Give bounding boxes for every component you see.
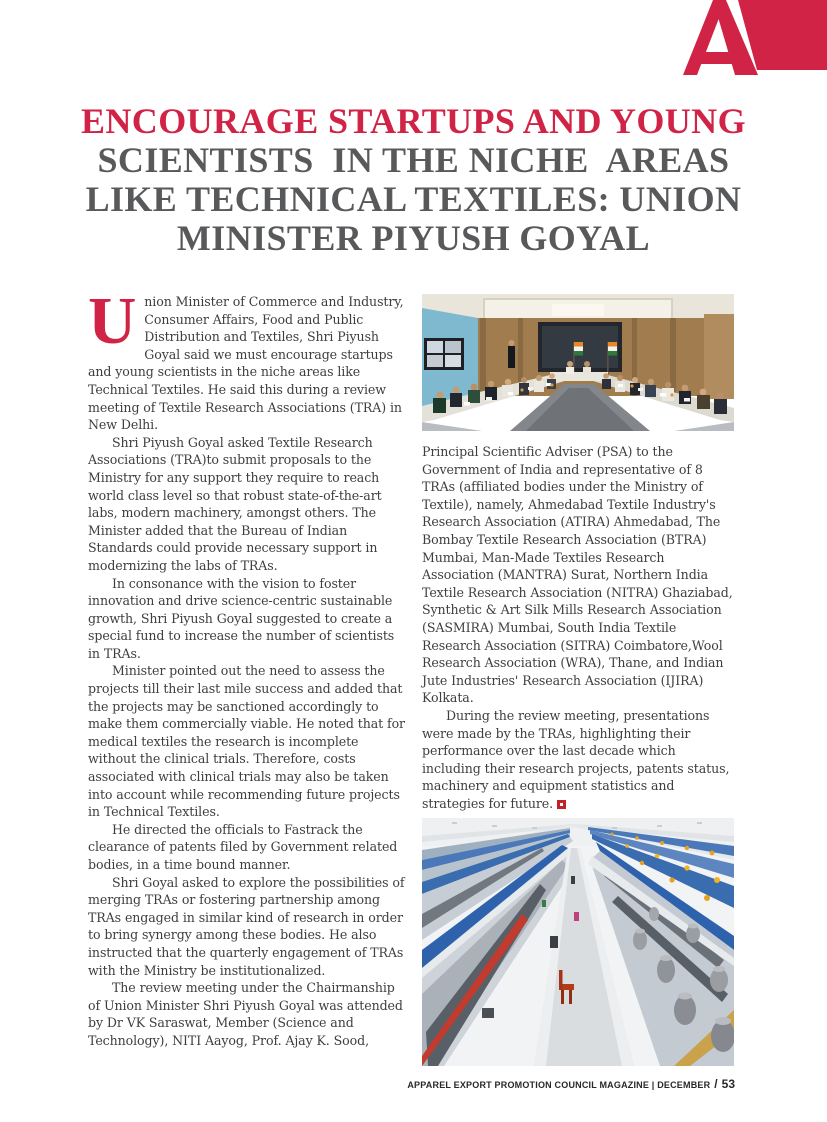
page-number: 53 (721, 1077, 735, 1091)
headline-line: ENCOURAGE STARTUPS AND YOUNG (80, 101, 746, 141)
body-paragraph: Principal Scientific Adviser (PSA) to the Government of India and representative of 8 TRAs (affiliated bodies under the Ministry of Textile), namely, Ahmedabad Textile Industry's Research Association (ATIRA) Ahmedabad, The Bombay Textile Research Association (BTRA) Mumbai, Man-Made Textiles Research Association (MANTRA) Surat, Northern India Textile Research Association (NITRA) Ghaziabad, Synthetic & Art Silk Mills Research Association (SASMIRA) Mumbai, South India Textile Research Association (SITRA) Coimbatore,Wool Research Association (WRA), Thane, and Indian Jute Industries' Research Association (IJIRA) Kolkata. (422, 444, 733, 706)
headline-line: MINISTER PIYUSH GOYAL (176, 218, 651, 258)
article-left-column (88, 284, 406, 1050)
article-right-column (422, 294, 735, 1066)
body-paragraph: The review meeting under the Chairmanship of Union Minister Shri Piyush Goyal was attended by Dr VK Saraswat, Member (Science and Technology), NITI Aayog, Prof. Ajay K. Sood, (88, 980, 403, 1048)
body-paragraph (88, 284, 406, 434)
article-end-icon (557, 800, 566, 809)
textile-factory-photo (422, 818, 734, 1066)
headline-line: SCIENTISTS IN THE NICHE AREAS (97, 140, 730, 180)
footer-separator: / (714, 1077, 718, 1091)
page-footer (407, 1077, 735, 1091)
drop-cap: U (88, 284, 137, 358)
review-meeting-photo (422, 294, 734, 431)
letter-a-logo-graphic (680, 0, 827, 76)
aepc-letter-a-logo (680, 0, 827, 76)
body-paragraph: Shri Goyal asked to explore the possibilities of merging TRAs or fostering partnership among TRAs engaged in similar kind of research in order to bring synergy among these bodies. He also instructed that the quarterly engagement of TRAs with the Ministry be institutionalized. (88, 874, 405, 978)
body-paragraph (422, 707, 735, 813)
paragraph-text: During the review meeting, presentations were made by the TRAs, highlighting their performance over the last decade which including their research projects, patents status, machinery and equipment statistics and strategies for future. (422, 707, 730, 811)
body-paragraph: Shri Piyush Goyal asked Textile Research Associations (TRA)to submit proposals to the Ministry for any support they require to reach world class level so that robust state-of-the-art labs, modern machinery, amongst others. The Minister added that the Bureau of Indian Standards could provide necessary support in modernizing the labs of TRAs. (88, 434, 382, 573)
body-paragraph: In consonance with the vision to foster innovation and drive science-centric sustainable growth, Shri Piyush Goyal suggested to create a special fund to increase the number of scientists in TRAs. (88, 575, 395, 661)
article-headline (50, 102, 777, 258)
headline-line: LIKE TECHNICAL TEXTILES: UNION (85, 179, 742, 219)
body-paragraph: He directed the officials to Fastrack the clearance of patents filed by Government related bodies, in a time bound manner. (88, 821, 398, 872)
paragraph-text: nion Minister of Commerce and Industry, Consumer Affairs, Food and Public Distribution and Textiles, Shri Piyush Goyal said we must encourage startups and young scientists in the niche areas like Technical Textiles. He said this during a review meeting of Textile Research Associations (TRA) in New Delhi. (88, 294, 404, 433)
body-paragraph: Minister pointed out the need to assess the projects till their last mile success and added that the projects may be sanctioned accordingly to make them commercially viable. He noted that for medical textiles the research is incomplete without the clinical trials. Therefore, costs associated with clinical trials may also be taken into account while recommending future projects in Technical Textiles. (88, 663, 405, 820)
magazine-title: APPAREL EXPORT PROMOTION COUNCIL MAGAZINE | DECEMBER (407, 1080, 711, 1090)
